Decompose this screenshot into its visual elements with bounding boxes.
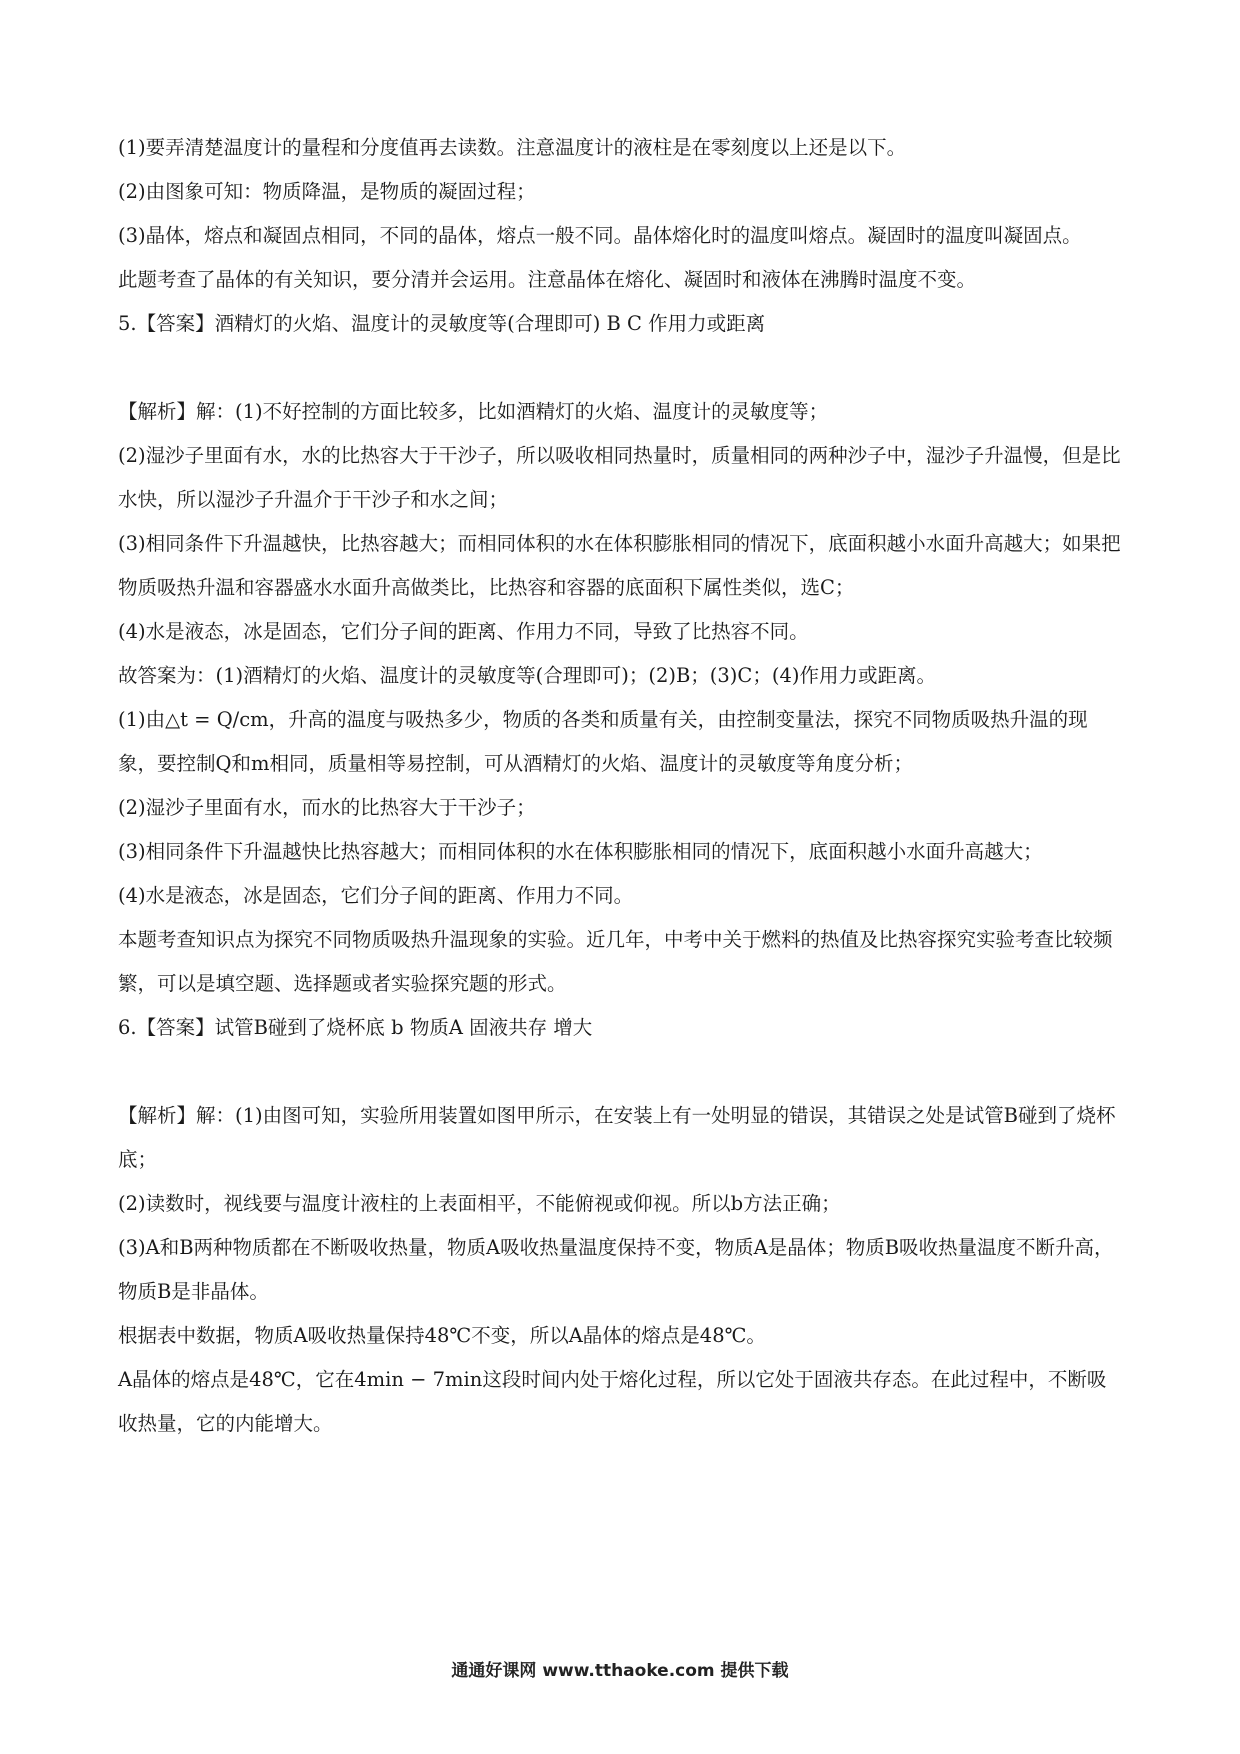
paragraph: (3)相同条件下升温越快比热容越大；而相同体积的水在体积膨胀相同的情况下，底面积越小水面升高越大； [118, 840, 1043, 863]
analysis-5: 【解析】解：(1)不好控制的方面比较多，比如酒精灯的火焰、温度计的灵敏度等； [118, 400, 829, 423]
paragraph: 根据表中数据，物质A吸收热量保持48℃不变，所以A晶体的熔点是48℃。 [118, 1324, 766, 1347]
document-body [118, 126, 1124, 1446]
answer-5: 5.【答案】酒精灯的火焰、温度计的灵敏度等(合理即可) B C 作用力或距离 [118, 312, 766, 335]
paragraph: A晶体的熔点是48℃，它在4min − 7min这段时间内处于熔化过程，所以它处于固液共存态。在此过程中，不断吸收热量，它的内能增大。 [118, 1368, 1107, 1435]
paragraph: 此题考查了晶体的有关知识，要分清并会运用。注意晶体在熔化、凝固时和液体在沸腾时温度不变。 [118, 268, 977, 291]
paragraph: (1)要弄清楚温度计的量程和分度值再去读数。注意温度计的液柱是在零刻度以上还是以下。 [118, 136, 907, 159]
spacer [118, 1050, 1124, 1094]
analysis-6: 【解析】解：(1)由图可知，实验所用装置如图甲所示，在安装上有一处明显的错误，其错误之处是试管B碰到了烧杯底； [118, 1104, 1116, 1171]
paragraph: (3)晶体，熔点和凝固点相同，不同的晶体，熔点一般不同。晶体熔化时的温度叫熔点。凝固时的温度叫凝固点。 [118, 224, 1082, 247]
paragraph: (3)A和B两种物质都在不断吸收热量，物质A吸收热量温度保持不变，物质A是晶体；物质B吸收热量温度不断升高，物质B是非晶体。 [118, 1236, 1114, 1303]
paragraph: 故答案为：(1)酒精灯的火焰、温度计的灵敏度等(合理即可)；(2)B；(3)C；(4)作用力或距离。 [118, 664, 936, 687]
paragraph: (2)由图象可知：物质降温，是物质的凝固过程； [118, 180, 536, 203]
paragraph: (2)湿沙子里面有水，而水的比热容大于干沙子； [118, 796, 536, 819]
answer-6: 6.【答案】试管B碰到了烧杯底 b 物质A 固液共存 增大 [118, 1016, 593, 1039]
paragraph: (2)读数时，视线要与温度计液柱的上表面相平，不能俯视或仰视。所以b方法正确； [118, 1192, 841, 1215]
page-footer: 通通好课网 www.tthaoke.com 提供下载 [451, 1661, 789, 1681]
paragraph: 本题考查知识点为探究不同物质吸热升温现象的实验。近几年，中考中关于燃料的热值及比热容探究实验考查比较频繁，可以是填空题、选择题或者实验探究题的形式。 [118, 928, 1113, 995]
paragraph: (4)水是液态，冰是固态，它们分子间的距离、作用力不同，导致了比热容不同。 [118, 620, 809, 643]
spacer [118, 346, 1124, 390]
paragraph: (3)相同条件下升温越快，比热容越大；而相同体积的水在体积膨胀相同的情况下，底面积越小水面升高越大；如果把物质吸热升温和容器盛水水面升高做类比，比热容和容器的底面积下属性类似，选C； [118, 532, 1121, 599]
paragraph: (2)湿沙子里面有水，水的比热容大于干沙子，所以吸收相同热量时，质量相同的两种沙子中，湿沙子升温慢，但是比水快，所以湿沙子升温介于干沙子和水之间； [118, 444, 1121, 511]
paragraph: (4)水是液态，冰是固态，它们分子间的距离、作用力不同。 [118, 884, 634, 907]
paragraph: (1)由△t = Q/cm，升高的温度与吸热多少，物质的各类和质量有关，由控制变量法，探究不同物质吸热升温的现象，要控制Q和m相同，质量相等易控制，可从酒精灯的火焰、温度计的灵敏度等角度分析； [118, 708, 1088, 775]
